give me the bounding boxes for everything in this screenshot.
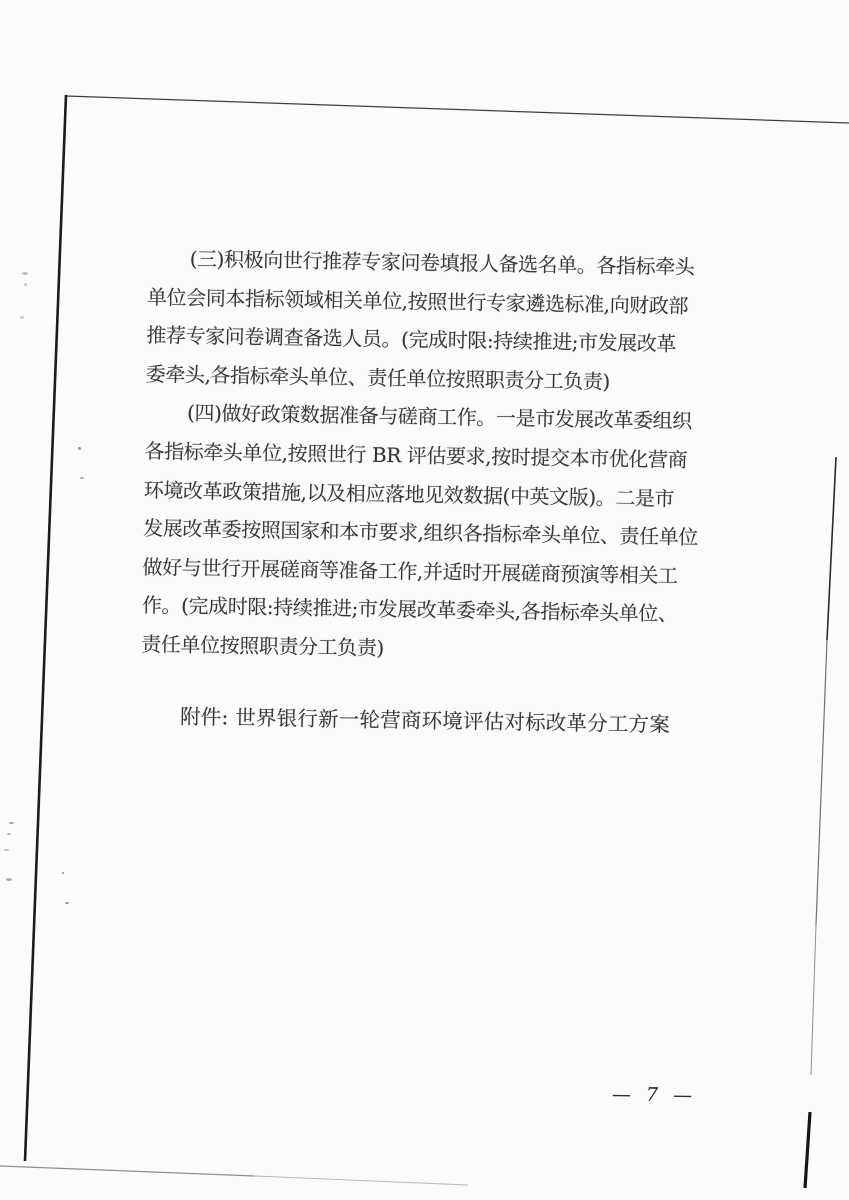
text-line: 各指标牵头单位,按照世行 BR 评估要求,按时提交本市优化营商 xyxy=(144,438,688,472)
document-body-text xyxy=(140,239,736,745)
page-border-bottom xyxy=(0,1166,255,1176)
scan-speck xyxy=(20,316,24,319)
page-border-bottom xyxy=(255,1176,468,1185)
text-line: 做好与世行开展磋商等准备工作,并适时开展磋商预演等相关工 xyxy=(142,554,678,588)
text-line: 环境改革政策措施,以及相应落地见效数据(中英文版)。二是市 xyxy=(143,477,675,511)
scan-speck xyxy=(9,822,14,824)
scan-speck xyxy=(80,477,84,479)
scan-speck xyxy=(7,833,11,835)
text-line: 委牵头,各指标牵头单位、责任单位按照职责分工负责) xyxy=(145,361,611,394)
text-line: 责任单位按照职责分工负责) xyxy=(141,631,385,660)
scan-speck xyxy=(78,447,81,450)
page-border-left xyxy=(25,95,66,1161)
page-border-right xyxy=(827,457,836,640)
text-line: 作。(完成时限:持续推进;市发展改革委牵头,各指标牵头单位、 xyxy=(141,593,678,627)
page-border-right xyxy=(805,1112,810,1188)
text-line: 单位会同本指标领域相关单位,按照世行专家遴选标准,向财政部 xyxy=(146,284,689,318)
page-border-right xyxy=(811,925,816,1075)
page-border-top xyxy=(66,96,849,123)
scan-speck xyxy=(62,872,64,874)
text-line: 发展改革委按照国家和本市要求,组织各指标牵头单位、责任单位 xyxy=(143,516,699,550)
text-line: (四)做好政策数据准备与磋商工作。一是市发展改革委组织 xyxy=(186,401,693,434)
scan-speck xyxy=(65,902,69,904)
scan-speck xyxy=(4,849,9,851)
scan-speck xyxy=(24,283,27,286)
scan-speck xyxy=(6,878,12,881)
page-number: — 7 — xyxy=(611,1083,693,1107)
scan-speck xyxy=(22,272,28,275)
attachment-line: 附件: 世界银行新一轮营商环境评估对标改革分工方案 xyxy=(179,704,671,737)
page-border-right xyxy=(816,640,827,925)
text-line: (三)积极向世行推荐专家问卷填报人备选名单。各指标牵头 xyxy=(189,246,695,280)
text-line: 推荐专家问卷调查备选人员。(完成时限:持续推进;市发展改革 xyxy=(146,323,677,356)
